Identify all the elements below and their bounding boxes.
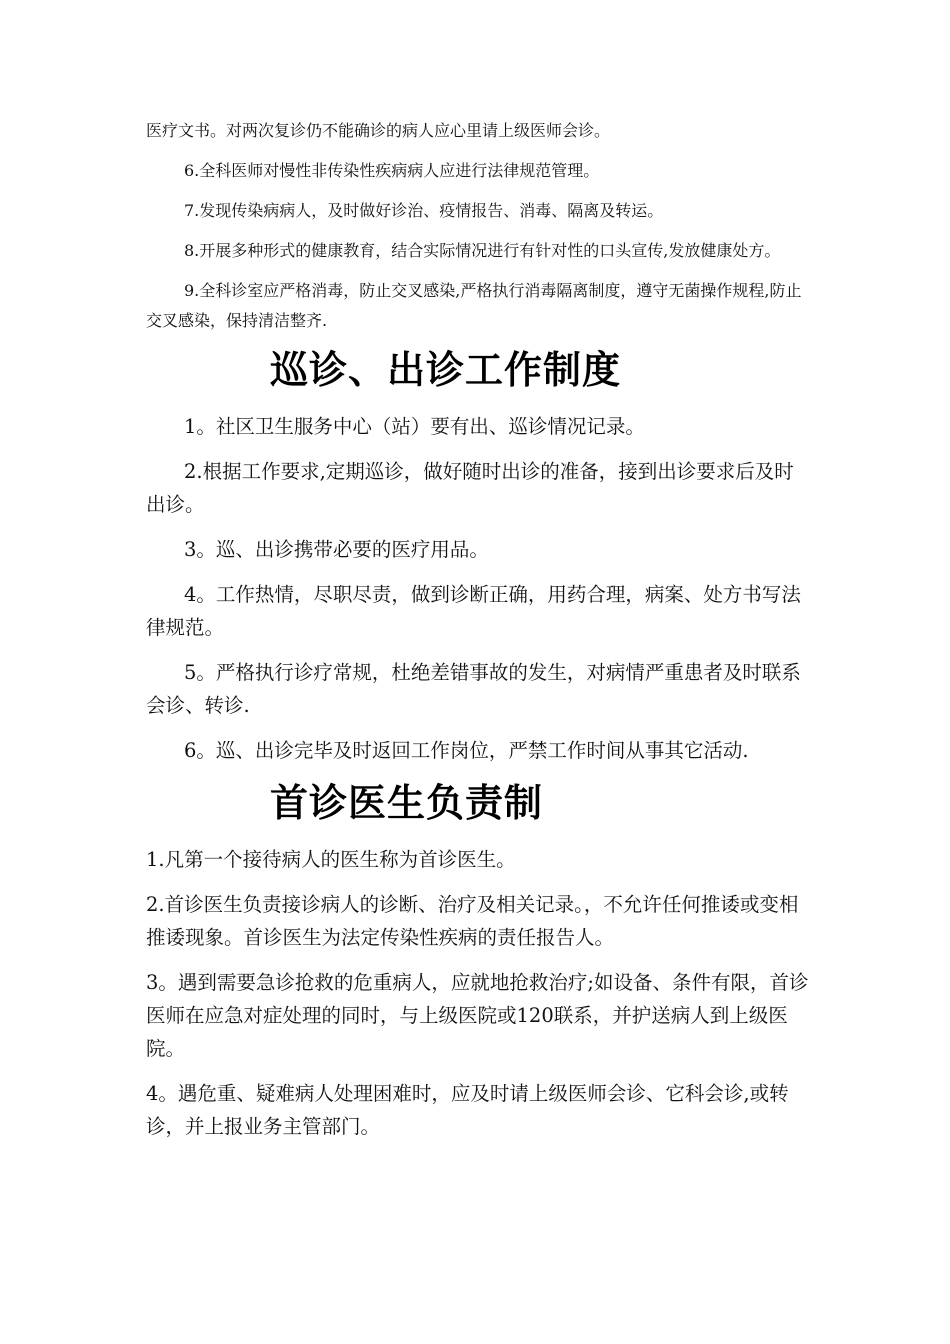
section-title-rounds: 巡诊、出诊工作制度 — [270, 348, 622, 392]
paragraph: 2.根据工作要求,定期巡诊，做好随时出诊的准备，接到出诊要求后及时出诊。 — [146, 460, 794, 516]
paragraph: 9.全科诊室应严格消毒，防止交叉感染,严格执行消毒隔离制度，遵守无菌操作规程,防止交叉感染，保持清洁整齐. — [146, 281, 802, 330]
section-title-first-doctor: 首诊医生负责制 — [270, 781, 544, 825]
section-first-doctor — [146, 843, 810, 1143]
paragraph: 2.首诊医生负责接诊病人的诊断、治疗及相关记录。，不允许任何推诿或变相推诿现象。首诊医生为法定传染性疾病的责任报告人。 — [146, 893, 799, 949]
section-rounds — [146, 410, 810, 767]
paragraph: 1.凡第一个接待病人的医生称为首诊医生。 — [146, 848, 516, 871]
paragraph: 4。遇危重、疑难病人处理困难时，应及时请上级医师会诊、它科会诊,或转诊，并上报业务主管部门。 — [146, 1082, 789, 1138]
paragraph: 1。社区卫生服务中心（站）要有出、巡诊情况记录。 — [184, 415, 645, 438]
document-body — [146, 116, 810, 1155]
paragraph: 3。巡、出诊携带必要的医疗用品。 — [184, 538, 489, 561]
paragraph: 5。严格执行诊疗常规，杜绝差错事故的发生，对病情严重患者及时联系会诊、转诊. — [146, 661, 801, 717]
paragraph: 6.全科医师对慢性非传染性疾病病人应进行法律规范管理。 — [184, 161, 600, 180]
paragraph: 4。工作热情，尽职尽责，做到诊断正确，用药合理，病案、处方书写法律规范。 — [146, 583, 801, 639]
paragraph: 6。巡、出诊完毕及时返回工作岗位，严禁工作时间从事其它活动. — [184, 739, 749, 762]
paragraph: 7.发现传染病病人，及时做好诊治、疫情报告、消毒、隔离及转运。 — [184, 201, 664, 220]
section-general-practice-continued — [146, 116, 810, 336]
paragraph: 3。遇到需要急诊抢救的危重病人，应就地抢救治疗;如设备、条件有限，首诊医师在应急对症处理的同时，与上级医院或120联系，并护送病人到上级医院。 — [146, 971, 809, 1060]
paragraph: 医疗文书。对两次复诊仍不能确诊的病人应心里请上级医师会诊。 — [146, 121, 611, 140]
paragraph: 8.开展多种形式的健康教育，结合实际情况进行有针对性的口头宣传,发放健康处方。 — [184, 241, 781, 260]
